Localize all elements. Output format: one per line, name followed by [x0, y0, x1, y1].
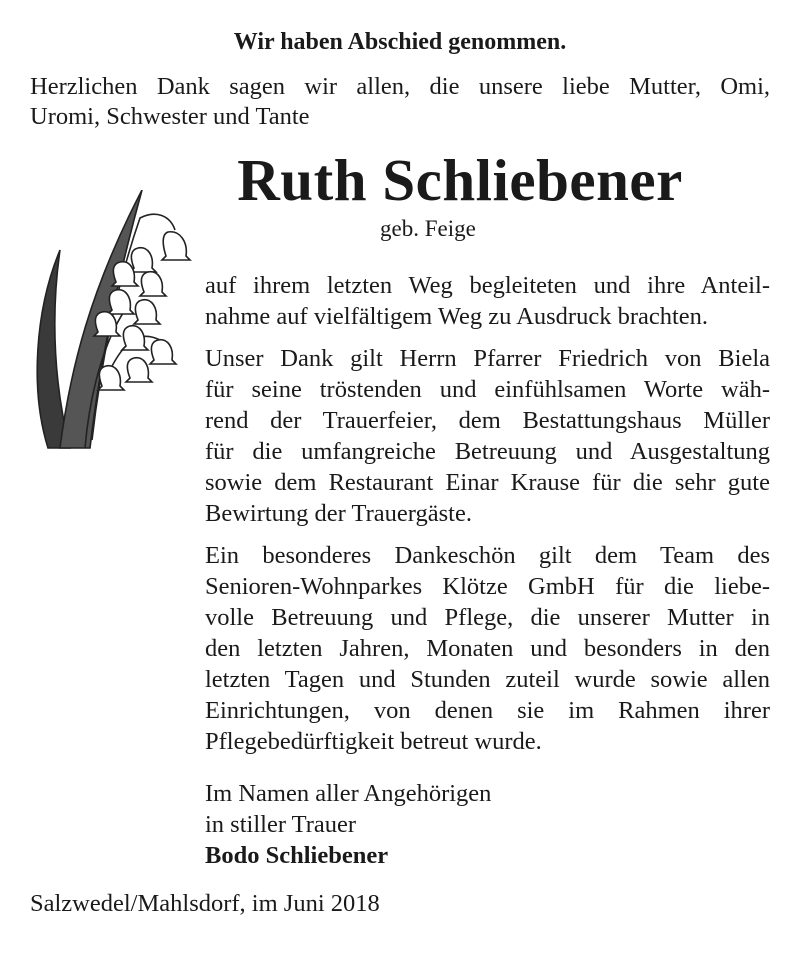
place-date: Salzwedel/Mahlsdorf, im Juni 2018	[30, 890, 380, 917]
paragraph3-line-4: den letzten Jahren, Monaten und besonders in den	[205, 635, 770, 662]
paragraph3-line-1: Ein besonderes Dankeschön gilt dem Team des	[205, 542, 770, 569]
intro-line-1: Herzlichen Dank sagen wir allen, die unsere liebe Mutter, Omi,	[30, 73, 770, 100]
paragraph3-line-7: Pflegebedürftigkeit betreut wurde.	[205, 728, 542, 755]
closing-line-2: in stiller Trauer	[205, 811, 357, 838]
signer-name: Bodo Schliebener	[205, 842, 389, 869]
paragraph2-line-6: Bewirtung der Trauergäste.	[205, 500, 472, 527]
paragraph3-line-2: Senioren-Wohnparkes Klötze GmbH für die liebe-	[205, 573, 770, 600]
paragraph2-line-3: rend der Trauerfeier, dem Bestattungshaus Müller	[205, 407, 770, 434]
paragraph3-line-5: letzten Tagen und Stunden zuteil wurde sowie allen	[205, 666, 770, 693]
paragraph3-line-3: volle Betreuung und Pflege, die unserer Mutter in	[205, 604, 770, 631]
intro-line-2: Uromi, Schwester und Tante	[30, 103, 310, 130]
paragraph3-line-6: Einrichtungen, von denen sie im Rahmen ihrer	[205, 697, 770, 724]
paragraph2-line-4: für die umfangreiche Betreuung und Ausgestaltung	[205, 438, 770, 465]
paragraph2-line-5: sowie dem Restaurant Einar Krause für die sehr gute	[205, 469, 770, 496]
paragraph2-line-2: für seine tröstenden und einfühlsamen Worte wäh-	[205, 376, 770, 403]
maiden-name: geb. Feige	[380, 216, 476, 241]
paragraph1-line-2: nahme auf vielfältigem Weg zu Ausdruck brachten.	[205, 303, 709, 330]
paragraph1-line-1: auf ihrem letzten Weg begleiteten und ihre Anteil-	[205, 272, 770, 299]
closing-line-1: Im Namen aller Angehörigen	[205, 780, 492, 807]
notice-heading: Wir haben Abschied genommen.	[233, 29, 567, 55]
deceased-name: Ruth Schliebener	[237, 147, 683, 213]
paragraph2-line-1: Unser Dank gilt Herrn Pfarrer Friedrich von Biela	[205, 345, 770, 372]
lily-of-the-valley-icon	[30, 190, 195, 455]
